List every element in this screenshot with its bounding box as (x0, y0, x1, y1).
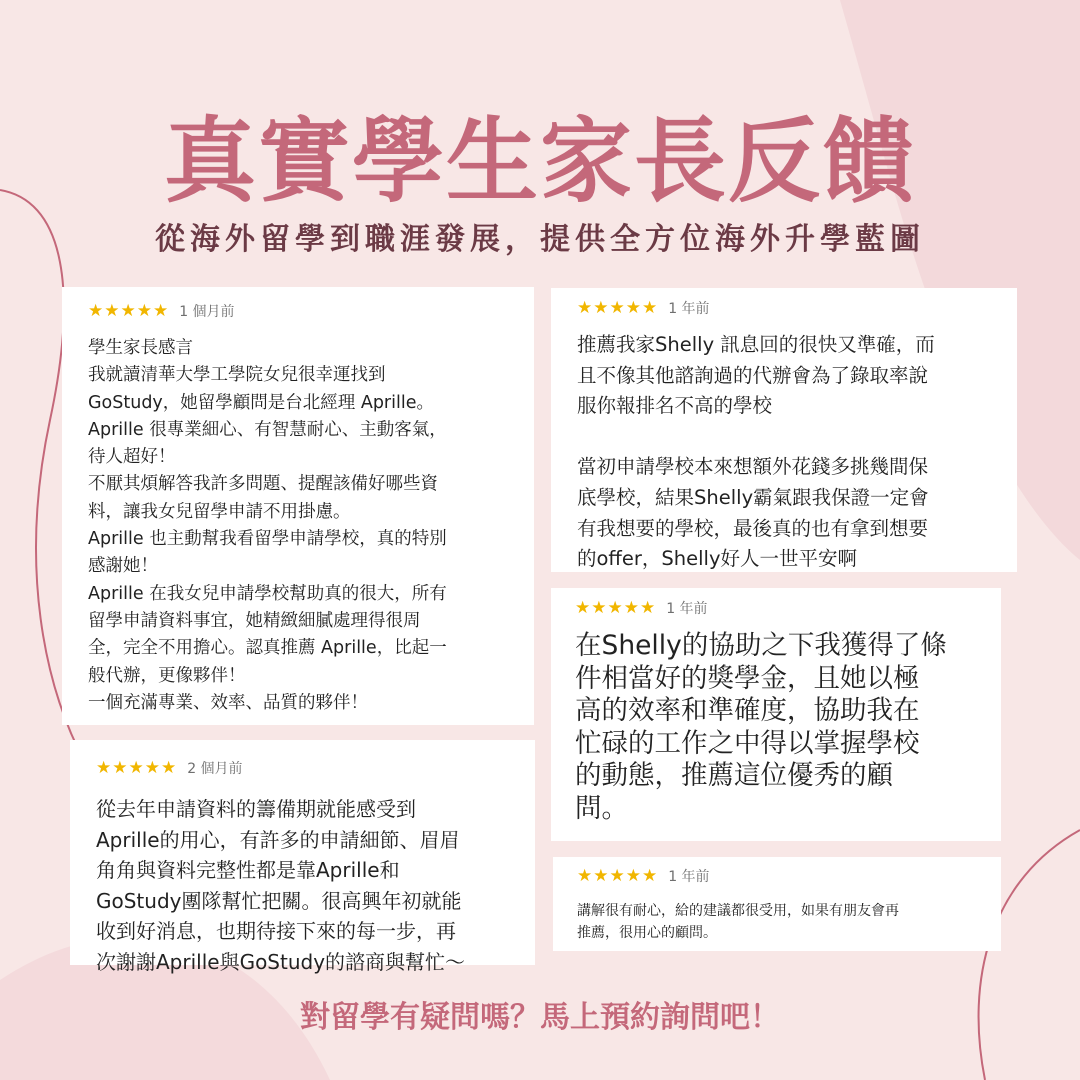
review-time: 1 個月前 (179, 304, 235, 320)
review-card (70, 740, 535, 974)
page-subtitle: 從海外留學到職涯發展，提供全方位海外升學藍圖 (155, 222, 925, 257)
review-time: 1 年前 (668, 301, 710, 317)
star-rating-icon: ★★★★★ (96, 758, 178, 778)
review-text: 推薦我家Shelly 訊息回的很快又準確，而 且不像其他諮詢過的代辦會為了錄取率說 服你報排名不高的學校 當初申請學校本來想額外花錢多挑幾間保 底學校，結果Shelly霸氣跟我保證一定會 有我想要的學校，最後真的也有拿到想要 的offer，Shelly好人一世平安啊 (577, 333, 935, 571)
review-text: 在Shelly的協助之下我獲得了條 件相當好的獎學金，且她以極 高的效率和準確度，協助我在 忙碌的工作之中得以掌握學校 的動態，推薦這位優秀的顧 問。 (575, 630, 947, 824)
review-time: 1 年前 (666, 601, 708, 617)
page-title: 真實學生家長反饋 (163, 107, 916, 215)
star-rating-icon: ★★★★★ (577, 866, 659, 886)
review-text: 從去年申請資料的籌備期就能感受到 Aprille的用心，有許多的申請細節、眉眉 角角與資料完整性都是靠Aprille和 GoStudy團隊幫忙把關。很高興年初就能 收到好消息，也期待接下來的每一步，再 次謝謝Aprille與GoStudy的諮商與幫忙～ (96, 797, 466, 974)
star-rating-icon: ★★★★★ (88, 301, 170, 321)
star-rating-icon: ★★★★★ (575, 598, 657, 618)
call-to-action: 對留學有疑問嗎？馬上預約詢問吧！ (300, 1000, 780, 1035)
review-meta (88, 301, 508, 321)
review-card (551, 288, 1017, 572)
review-time: 1 年前 (668, 869, 710, 885)
review-text: 學生家長感言 我就讀清華大學工學院女兒很幸運找到 GoStudy，她留學顧問是台北經理 Aprille。 Aprille 很專業細心、有智慧耐心、主動客氣， 待人超好！ 不厭其煩解答我許多問題、提醒該備好哪些資 料，讓我女兒留學申請不用掛慮。 Aprille 也主動幫我看留學申請學校，真的特別 感謝她！ Aprille 在我女兒申請學校幫助真的很大，所有 留學申請資料事宜，她精緻細膩處理得很周 全，完全不用擔心。認真推薦 Aprille，比起一 般代辦，更像夥伴！ 一個充滿專業、效率、品質的夥伴！ (88, 338, 447, 713)
review-card (551, 588, 1001, 841)
star-rating-icon: ★★★★★ (577, 298, 659, 318)
review-card (62, 287, 534, 725)
review-time: 2 個月前 (187, 761, 243, 777)
review-meta (575, 598, 977, 618)
review-card (553, 857, 1001, 951)
review-meta (96, 758, 509, 778)
review-text: 講解很有耐心，給的建議都很受用，如果有朋友會再 推薦，很用心的顧問。 (577, 903, 899, 941)
review-meta (577, 866, 977, 886)
review-meta (577, 298, 991, 318)
